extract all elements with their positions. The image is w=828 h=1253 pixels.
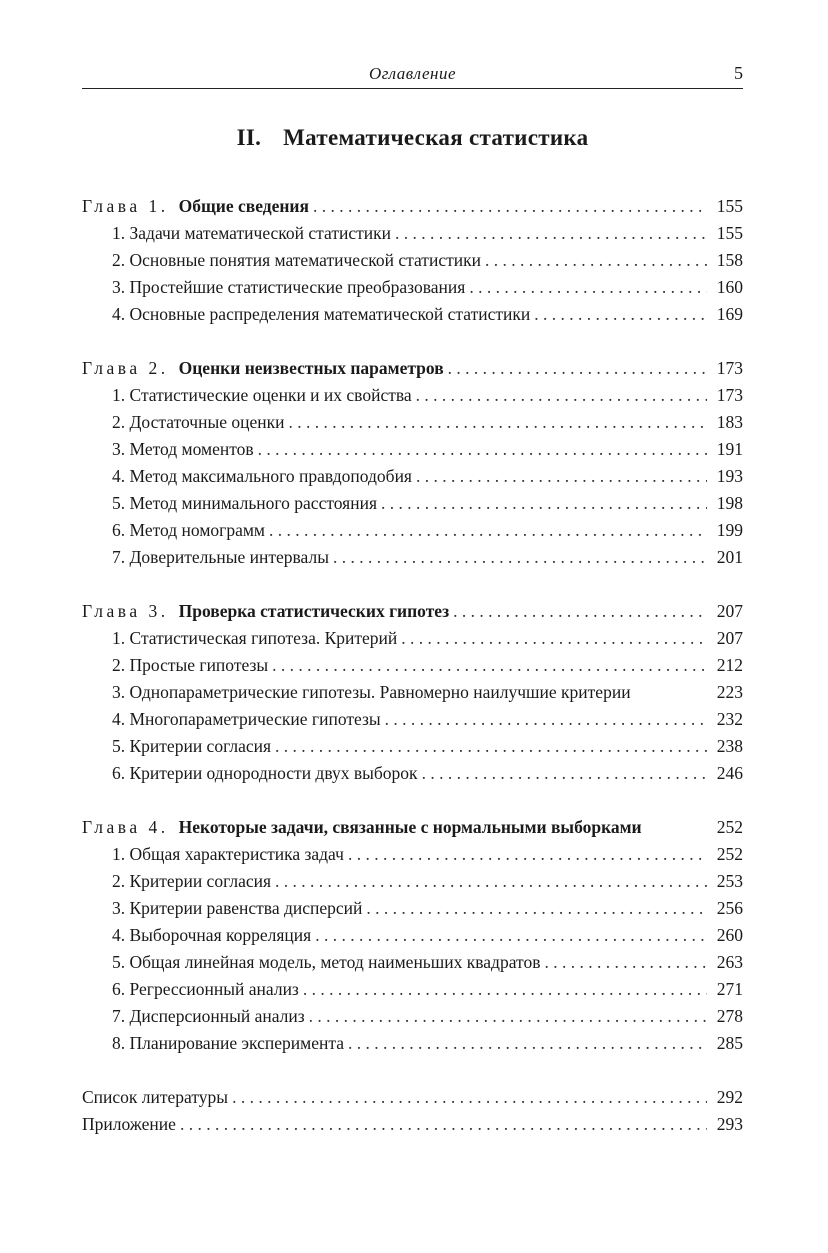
- dot-leader: [315, 922, 707, 949]
- chapter-title: Некоторые задачи, связанные с нормальными выборками: [178, 817, 642, 837]
- running-header-title: Оглавление: [368, 64, 457, 83]
- dot-leader: [272, 652, 707, 679]
- entry-title: Приложение: [82, 1114, 176, 1134]
- toc-entry[interactable]: [82, 220, 743, 247]
- chapter-heading[interactable]: [82, 598, 743, 625]
- entry-page: 285: [716, 1033, 743, 1053]
- chapter-label: Глава 3.: [82, 601, 169, 621]
- chapter-page: 207: [716, 601, 743, 621]
- chapter-page: 252: [716, 817, 743, 837]
- entry-title: 6. Критерии однородности двух выборок: [112, 763, 418, 783]
- part-title: [82, 125, 743, 151]
- dot-leader: [269, 517, 707, 544]
- toc-entry[interactable]: [82, 733, 743, 760]
- entry-title: 1. Статистическая гипотеза. Критерий: [112, 628, 398, 648]
- entry-page: 260: [716, 925, 743, 945]
- entry-page: 252: [716, 844, 743, 864]
- entry-title: 4. Многопараметрические гипотезы: [112, 709, 381, 729]
- toc-entry[interactable]: [82, 706, 743, 733]
- entry-page: 271: [716, 979, 743, 999]
- chapter-heading[interactable]: [82, 355, 743, 382]
- entry-title: 6. Метод номограмм: [112, 520, 265, 540]
- toc-entry[interactable]: [82, 274, 743, 301]
- entry-title: 5. Метод минимального расстояния: [112, 493, 377, 513]
- entry-page: 246: [716, 763, 743, 783]
- dot-leader: [333, 544, 707, 571]
- entry-page: 238: [716, 736, 743, 756]
- dot-leader: [534, 301, 707, 328]
- entry-title: 6. Регрессионный анализ: [112, 979, 299, 999]
- dot-leader: [381, 490, 707, 517]
- entry-title: 3. Однопараметрические гипотезы. Равномерно наилучшие критерии: [112, 682, 631, 702]
- entry-title: 2. Критерии согласия: [112, 871, 272, 891]
- dot-leader: [401, 625, 707, 652]
- chapter-title: Общие сведения: [178, 196, 309, 216]
- entry-page: 232: [716, 709, 743, 729]
- back-matter: [82, 1084, 743, 1138]
- entry-title: 3. Метод моментов: [112, 439, 254, 459]
- entry-page: 193: [716, 466, 743, 486]
- chapter-page: 173: [716, 358, 743, 378]
- chapter-3: [82, 598, 743, 787]
- entry-page: 278: [716, 1006, 743, 1026]
- toc-entry[interactable]: [82, 409, 743, 436]
- chapter-page: 155: [716, 196, 743, 216]
- dot-leader: [288, 409, 707, 436]
- entry-title: 1. Задачи математической статистики: [112, 223, 391, 243]
- toc-entry[interactable]: [82, 517, 743, 544]
- entry-page: 212: [716, 655, 743, 675]
- dot-leader: [309, 1003, 707, 1030]
- dot-leader: [385, 706, 707, 733]
- dot-leader: [485, 247, 707, 274]
- toc-entry[interactable]: [82, 463, 743, 490]
- entry-title: 7. Дисперсионный анализ: [112, 1006, 305, 1026]
- entry-page: 169: [716, 304, 743, 324]
- chapter-2: [82, 355, 743, 571]
- entry-title: 1. Общая характеристика задач: [112, 844, 344, 864]
- entry-title: 5. Общая линейная модель, метод наименьших квадратов: [112, 952, 541, 972]
- dot-leader: [416, 463, 707, 490]
- dot-leader: [303, 976, 707, 1003]
- entry-title: 4. Выборочная корреляция: [112, 925, 312, 945]
- page-number: 5: [734, 63, 743, 83]
- toc-entry[interactable]: [82, 895, 743, 922]
- entry-page: 173: [716, 385, 743, 405]
- entry-title: 8. Планирование эксперимента: [112, 1033, 344, 1053]
- toc-entry-bibliography[interactable]: [82, 1084, 743, 1111]
- chapter-title: Проверка статистических гипотез: [178, 601, 450, 621]
- entry-title: Список литературы: [82, 1087, 229, 1107]
- entry-page: 293: [716, 1114, 743, 1134]
- dot-leader: [422, 760, 707, 787]
- entry-title: 2. Основные понятия математической статистики: [112, 250, 481, 270]
- entry-title: 2. Простые гипотезы: [112, 655, 269, 675]
- entry-page: 198: [716, 493, 743, 513]
- toc-entry[interactable]: [82, 625, 743, 652]
- toc-entry[interactable]: [82, 760, 743, 787]
- toc-entry[interactable]: [82, 868, 743, 895]
- entry-page: 207: [716, 628, 743, 648]
- toc-entry[interactable]: [82, 436, 743, 463]
- entry-title: 2. Достаточные оценки: [112, 412, 285, 432]
- entry-title: 4. Метод максимального правдоподобия: [112, 466, 412, 486]
- chapter-4: [82, 814, 743, 1057]
- entry-title: 4. Основные распределения математической статистики: [112, 304, 531, 324]
- dot-leader: [453, 598, 707, 625]
- dot-leader: [275, 733, 707, 760]
- entry-page: 158: [716, 250, 743, 270]
- toc-entry[interactable]: [82, 301, 743, 328]
- toc-entry[interactable]: [82, 1003, 743, 1030]
- dot-leader: [180, 1111, 707, 1138]
- dot-leader: [348, 1030, 707, 1057]
- toc-entry[interactable]: [82, 544, 743, 571]
- toc-entry-appendix[interactable]: [82, 1111, 743, 1138]
- dot-leader: [313, 193, 707, 220]
- dot-leader: [348, 841, 707, 868]
- part-title-text: Математическая статистика: [283, 125, 589, 150]
- chapter-label: Глава 2.: [82, 358, 169, 378]
- chapter-label: Глава 4.: [82, 817, 169, 837]
- chapter-title: Оценки неизвестных параметров: [178, 358, 444, 378]
- toc-entry[interactable]: [82, 841, 743, 868]
- dot-leader: [469, 274, 707, 301]
- part-roman-numeral: II.: [236, 125, 262, 150]
- entry-title: 7. Доверительные интервалы: [112, 547, 329, 567]
- dot-leader: [544, 949, 707, 976]
- entry-page: 183: [716, 412, 743, 432]
- toc-entry[interactable]: [82, 247, 743, 274]
- chapter-heading[interactable]: [82, 193, 743, 220]
- entry-page: 263: [716, 952, 743, 972]
- entry-page: 160: [716, 277, 743, 297]
- dot-leader: [416, 382, 707, 409]
- entry-page: 199: [716, 520, 743, 540]
- chapter-heading[interactable]: [82, 814, 743, 841]
- toc-entry[interactable]: [82, 976, 743, 1003]
- entry-page: 256: [716, 898, 743, 918]
- chapter-label: Глава 1.: [82, 196, 169, 216]
- dot-leader: [395, 220, 707, 247]
- toc-entry[interactable]: [82, 382, 743, 409]
- dot-leader: [366, 895, 707, 922]
- entry-page: 155: [716, 223, 743, 243]
- entry-title: 5. Критерии согласия: [112, 736, 272, 756]
- toc-entry[interactable]: [82, 490, 743, 517]
- entry-page: 292: [716, 1087, 743, 1107]
- toc-entry[interactable]: [82, 922, 743, 949]
- toc-entry[interactable]: [82, 949, 743, 976]
- toc-entry[interactable]: [82, 652, 743, 679]
- entry-page: 201: [716, 547, 743, 567]
- entry-page: 253: [716, 871, 743, 891]
- dot-leader: [232, 1084, 707, 1111]
- dot-leader: [275, 868, 707, 895]
- entry-title: 3. Критерии равенства дисперсий: [112, 898, 363, 918]
- entry-title: 3. Простейшие статистические преобразования: [112, 277, 466, 297]
- table-of-contents: [82, 193, 743, 1138]
- chapter-1: [82, 193, 743, 328]
- dot-leader: [258, 436, 707, 463]
- entry-title: 1. Статистические оценки и их свойства: [112, 385, 412, 405]
- running-header: [82, 62, 743, 89]
- toc-entry[interactable]: [82, 679, 743, 706]
- entry-page: 191: [716, 439, 743, 459]
- entry-page: 223: [716, 682, 743, 702]
- dot-leader: [448, 355, 707, 382]
- toc-entry[interactable]: [82, 1030, 743, 1057]
